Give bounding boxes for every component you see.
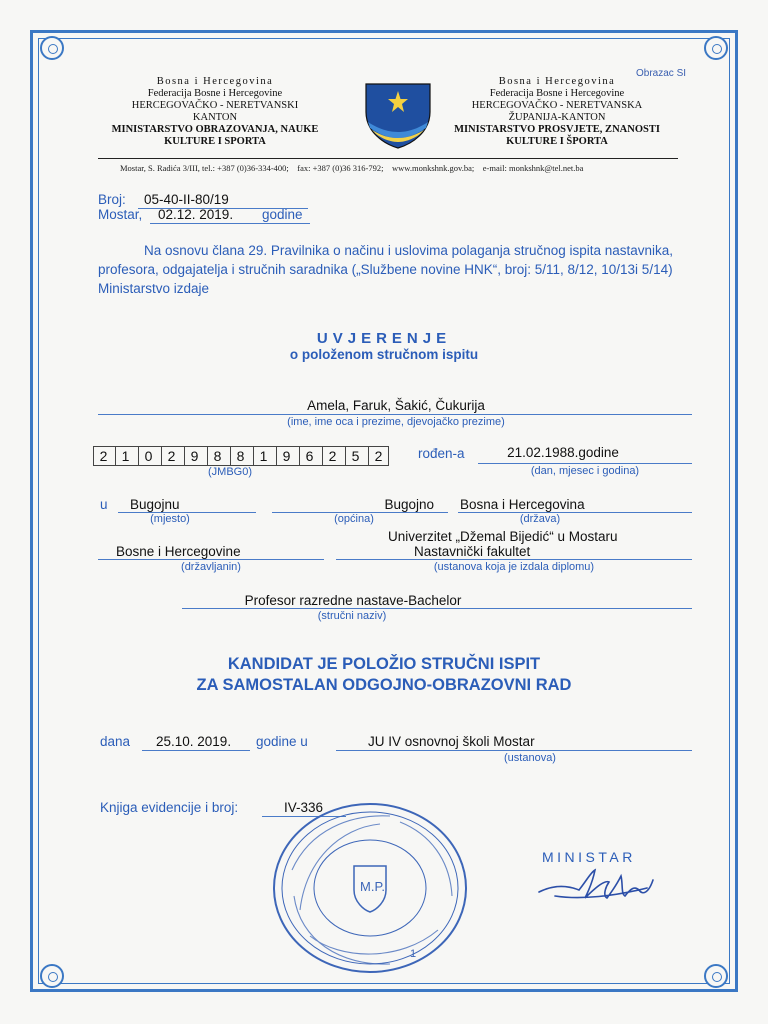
header-rule bbox=[98, 158, 678, 159]
place-caption: (mjesto) bbox=[150, 513, 190, 525]
godine-label: godine bbox=[262, 207, 303, 222]
jmbg-caption: (JMBG0) bbox=[208, 466, 252, 478]
coat-of-arms-icon bbox=[360, 78, 436, 150]
country-caption: (država) bbox=[519, 513, 561, 525]
header-right-line: Bosna i Hercegovina bbox=[498, 76, 616, 87]
header-left-line: MINISTARSTVO OBRAZOVANJA, NAUKE bbox=[111, 124, 319, 135]
contact-fax: fax: +387 (0)36 316-792; bbox=[297, 163, 384, 173]
contact-address: Mostar, S. Radića 3/III, tel.: +387 (0)36-334-400; bbox=[120, 163, 289, 173]
faculty-name: Nastavnički fakultet bbox=[414, 544, 531, 559]
header-left-line: HERCEGOVAČKO - NERETVANSKI bbox=[131, 100, 299, 111]
minister-label: MINISTAR bbox=[542, 849, 636, 865]
name-caption: (ime, ime oca i prezime, djevojačko prezime) bbox=[287, 416, 505, 428]
university-underline bbox=[336, 559, 692, 560]
header-left-line: Bosna i Hercegovina bbox=[156, 76, 274, 87]
header-right-line: MINISTARSTVO PROSVJETE, ZNANOSTI bbox=[454, 124, 660, 135]
date-underline bbox=[150, 223, 310, 224]
exam-godine-label: godine u bbox=[256, 734, 308, 749]
name-underline bbox=[98, 414, 692, 415]
broj-value: 05-40-II-80/19 bbox=[144, 192, 229, 207]
result-line-2: ZA SAMOSTALAN ODGOJNO-OBRAZOVNI RAD bbox=[196, 676, 572, 694]
jmbg-digit: 0 bbox=[138, 446, 158, 466]
contact-line bbox=[120, 163, 680, 173]
result-line-1: KANDIDAT JE POLOŽIO STRUČNI ISPIT bbox=[227, 655, 541, 673]
exam-dana-label: dana bbox=[100, 734, 131, 749]
registry-number: IV-336 bbox=[284, 800, 324, 815]
municipality: Bugojno bbox=[384, 497, 434, 512]
broj-label: Broj: bbox=[98, 192, 126, 207]
header-right-line: Federacija Bosne i Hercegovine bbox=[489, 88, 625, 99]
birth-place: Bugojnu bbox=[130, 497, 180, 512]
corner-ornament bbox=[704, 964, 728, 988]
header-right-line: ŽUPANIJA-KANTON bbox=[508, 112, 606, 123]
jmbg-digit: 5 bbox=[345, 446, 365, 466]
exam-institution: JU IV osnovnoj školi Mostar bbox=[368, 734, 535, 749]
header-left-line: KULTURE I SPORTA bbox=[164, 136, 266, 147]
exam-date: 25.10. 2019. bbox=[156, 734, 232, 749]
u-label: u bbox=[100, 497, 108, 512]
jmbg-digit: 2 bbox=[368, 446, 388, 466]
birth-date: 21.02.1988.godine bbox=[507, 445, 619, 460]
header-left-line: Federacija Bosne i Hercegovine bbox=[147, 88, 283, 99]
birth-date-caption: (dan, mjesec i godina) bbox=[530, 465, 640, 477]
jmbg-digit: 9 bbox=[184, 446, 204, 466]
jmbg-digit: 1 bbox=[253, 446, 273, 466]
signature-icon bbox=[535, 866, 665, 908]
jmbg-digit: 8 bbox=[230, 446, 250, 466]
header-right bbox=[452, 76, 662, 148]
corner-ornament bbox=[40, 964, 64, 988]
stamp-number: 1 bbox=[410, 948, 417, 960]
country: Bosna i Hercegovina bbox=[460, 497, 585, 512]
citizenship-caption: (državljanin) bbox=[181, 561, 241, 573]
registry-label: Knjiga evidencije i broj: bbox=[100, 800, 239, 815]
place-label: Mostar, bbox=[98, 207, 143, 222]
jmbg-digit: 2 bbox=[161, 446, 181, 466]
exam-date-underline bbox=[142, 750, 250, 751]
professional-title-caption: (stručni naziv) bbox=[317, 610, 387, 622]
document-subtitle: o položenom stručnom ispitu bbox=[289, 347, 479, 362]
form-code: Obrazac SI bbox=[636, 68, 687, 79]
corner-ornament bbox=[40, 36, 64, 60]
professional-title-underline bbox=[182, 608, 692, 609]
issue-date: 02.12. 2019. bbox=[158, 207, 234, 222]
person-name: Amela, Faruk, Šakić, Čukurija bbox=[307, 398, 485, 413]
jmbg-digit: 1 bbox=[115, 446, 135, 466]
header-right-line: KULTURE I ŠPORTA bbox=[506, 136, 608, 147]
header-left-line: KANTON bbox=[192, 112, 238, 123]
corner-ornament bbox=[704, 36, 728, 60]
document-title: UVJERENJE bbox=[316, 330, 452, 347]
exam-institution-caption: (ustanova) bbox=[504, 752, 556, 764]
citizenship: Bosne i Hercegovine bbox=[116, 544, 241, 559]
university-name: Univerzitet „Džemal Bijedić“ u Mostaru bbox=[388, 529, 618, 544]
header-right-line: HERCEGOVAČKO - NERETVANSKA bbox=[471, 100, 643, 111]
exam-institution-underline bbox=[336, 750, 692, 751]
intro-paragraph: Na osnovu člana 29. Pravilnika o načinu i uslovima polaganja stručnog ispita nastavnika, profesora, odgajatelja i stručnih saradnika („Službene novine HNK“, broj: 5/11, 8/12, 10/13i 5/14) Ministarstvo izdaje bbox=[98, 243, 674, 296]
university-caption: (ustanova koja je izdala diplomu) bbox=[433, 561, 595, 573]
contact-email: e-mail: monkshnk@tel.net.ba bbox=[482, 163, 584, 173]
municipality-caption: (općina) bbox=[334, 513, 374, 525]
jmbg-digit: 9 bbox=[276, 446, 296, 466]
jmbg-digit: 8 bbox=[207, 446, 227, 466]
professional-title: Profesor razredne nastave-Bachelor bbox=[244, 593, 462, 608]
jmbg-digit: 2 bbox=[93, 446, 113, 466]
born-label: rođen-a bbox=[418, 446, 465, 461]
citizenship-underline bbox=[98, 559, 324, 560]
stamp-mp: M.P. bbox=[360, 879, 386, 894]
birth-date-underline bbox=[478, 463, 692, 464]
jmbg-digit: 2 bbox=[322, 446, 342, 466]
contact-web: www.monkshnk.gov.ba; bbox=[392, 163, 475, 173]
header-left bbox=[110, 76, 320, 148]
jmbg-digit: 6 bbox=[299, 446, 319, 466]
